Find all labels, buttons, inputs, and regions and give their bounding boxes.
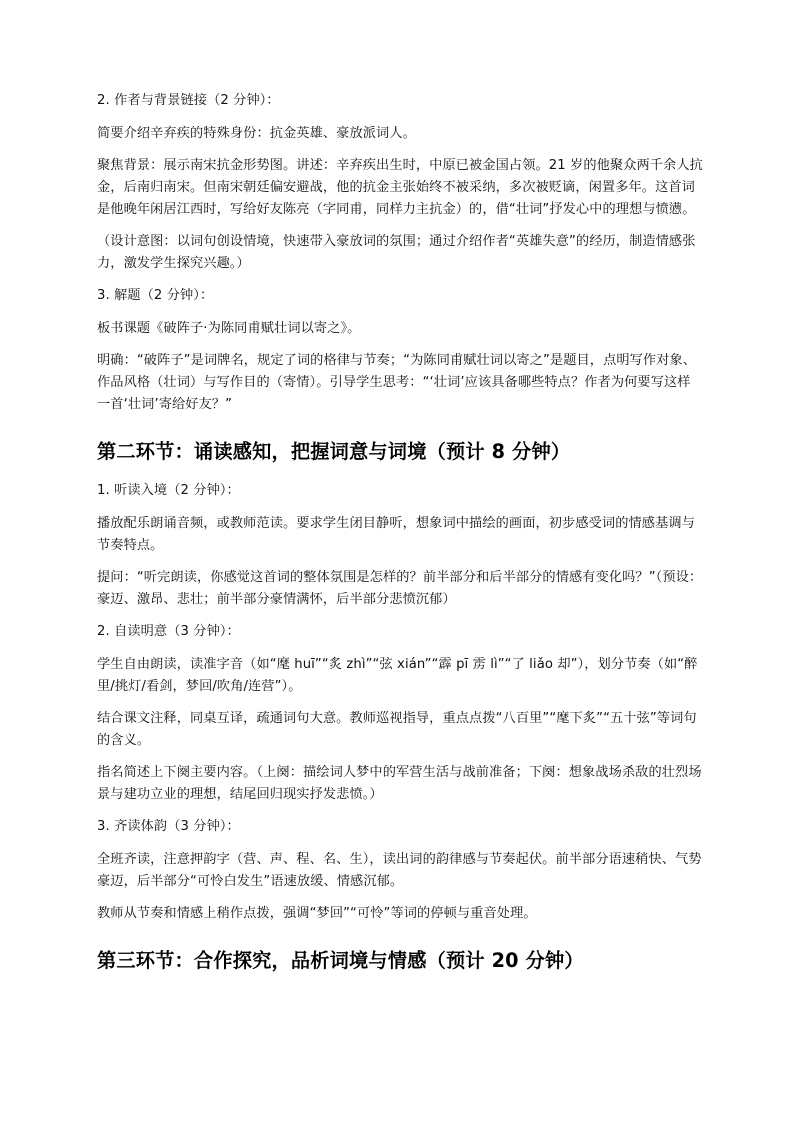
paragraph-design-intent: （设计意图：以词句创设情境，快速带入豪放词的氛围；通过介绍作者“英雄失意”的经历，制造情感张力，激发学生探究兴趣。） — [97, 234, 696, 271]
paragraph-annotations: 结合课文注释，同桌互译，疏通词句大意。教师巡视指导，重点点拨“八百里”“麾下炙”“五十弦”等词句的含义。 — [97, 711, 697, 748]
document-body — [97, 90, 703, 989]
subsection-title-chorus: 3. 齐读体韵（3 分钟）： — [97, 819, 240, 834]
paragraph-summary: 指名简述上下阕主要内容。（上阕：描绘词人梦中的军营生活与战前准备；下阕：想象战场杀敌的壮烈场景与建功立业的理想，结尾回归现实抒发悲愤。） — [97, 765, 702, 802]
paragraph-chorus: 全班齐读，注意押韵字（营、声、程、名、生），读出词的韵律感与节奏起伏。前半部分语速稍快、气势豪迈，后半部分“可怜白发生”语速放缓、情感沉郁。 — [97, 852, 702, 889]
section-heading-part-two: 第二环节：诵读感知，把握词意与词境（预计 8 分钟） — [97, 440, 571, 463]
paragraph-pronunciation: 学生自由朗读，读准字音（如“麾 huī”“炙 zhì”“弦 xián”“霹 pī 雳 lì”“了 liǎo 却”），划分节奏（如“醉里/挑灯/看剑，梦回/吹角/连营”）。 — [97, 657, 698, 694]
subsection-title-author-background: 2. 作者与背景链接（2 分钟）： — [97, 93, 280, 108]
paragraph-background: 聚焦背景：展示南宋抗金形势图。讲述：辛弃疾出生时，中原已被金国占领。21 岁的他聚众两千余人抗金，后南归南宋。但南宋朝廷偏安避战，他的抗金主张始终不被采纳，多次被贬谪，闲置多年。这首词是他晚年闲居江西时，写给好友陈亮（字同甫，同样力主抗金）的，借“壮词”抒发心中的理想与愤懑。 — [97, 158, 703, 217]
paragraph-play-audio: 播放配乐朗诵音频，或教师范读。要求学生闭目静听，想象词中描绘的画面，初步感受词的情感基调与节奏特点。 — [97, 516, 695, 553]
paragraph-question: 提问：“听完朗读，你感觉这首词的整体氛围是怎样的？前半部分和后半部分的情感有变化吗？”（预设：豪迈、激昂、悲壮；前半部分豪情满怀，后半部分悲愤沉郁） — [97, 570, 703, 607]
paragraph-teacher-guidance: 教师从节奏和情感上稍作点拨，强调“梦回”“可怜”等词的停顿与重音处理。 — [97, 906, 537, 921]
paragraph-clarify: 明确：“破阵子”是词牌名，规定了词的格律与节奏；“为陈同甫赋壮词以寄之”是题目，点明写作对象、作品风格（壮词）与写作目的（寄情）。引导学生思考：“‘壮词’应该具备哪些特点？作者为何要写这样一首‘壮词’寄给好友？” — [97, 353, 697, 412]
subsection-title-self-read: 2. 自读明意（3 分钟）： — [97, 624, 240, 639]
paragraph-author-intro: 简要介绍辛弃疾的特殊身份：抗金英雄、豪放派词人。 — [97, 126, 416, 141]
subsection-title-listen: 1. 听读入境（2 分钟）： — [97, 483, 240, 498]
subsection-title-title-analysis: 3. 解题（2 分钟）： — [97, 288, 214, 303]
section-heading-part-three: 第三环节：合作探究，品析词境与情感（预计 20 分钟） — [97, 949, 584, 972]
paragraph-board-title: 板书课题《破阵子·为陈同甫赋壮词以寄之》。 — [97, 321, 361, 336]
